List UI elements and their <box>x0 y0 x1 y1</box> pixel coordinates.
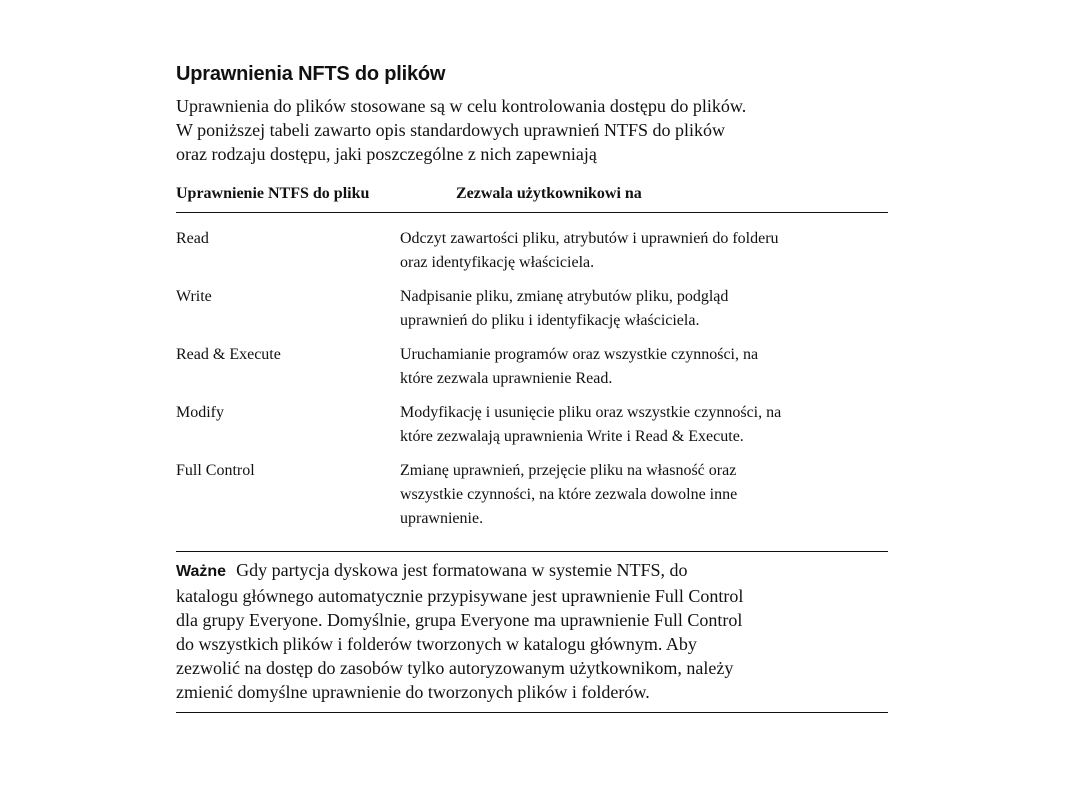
description-line: wszystkie czynności, na które zezwala dowolne inne <box>400 486 738 503</box>
intro-line: W poniższej tabeli zawarto opis standardowych uprawnień NTFS do plików <box>176 120 726 140</box>
note-line: do wszystkich plików i folderów tworzonych w katalogu głównym. Aby <box>176 634 697 654</box>
note-label: Ważne <box>176 563 227 580</box>
description-line: Odczyt zawartości pliku, atrybutów i uprawnień do folderu <box>400 230 779 247</box>
permissions-table-body <box>176 213 888 531</box>
permission-description <box>400 401 888 449</box>
page-title: Uprawnienia NFTS do plików <box>176 63 446 85</box>
table-row <box>176 227 888 275</box>
note-line: zezwolić na dostęp do zasobów tylko autoryzowanym użytkownikom, należy <box>176 658 734 678</box>
table-row <box>176 285 888 333</box>
description-line: Zmianę uprawnień, przejęcie pliku na własność oraz <box>400 462 737 479</box>
permission-description <box>400 285 888 333</box>
note-line: katalogu głównego automatycznie przypisywane jest uprawnienie Full Control <box>176 586 744 606</box>
table-header <box>176 184 888 213</box>
description-line: Nadpisanie pliku, zmianę atrybutów pliku, podgląd <box>400 288 729 305</box>
description-line: uprawnienie. <box>400 510 484 527</box>
description-line: Modyfikację i usunięcie pliku oraz wszystkie czynności, na <box>400 404 782 421</box>
description-line: które zezwalają uprawnienia Write i Read & Execute. <box>400 428 744 445</box>
permission-name: Read <box>176 230 209 247</box>
permission-name: Write <box>176 288 212 305</box>
description-line: oraz identyfikację właściciela. <box>400 254 595 271</box>
intro-line: oraz rodzaju dostępu, jaki poszczególne z nich zapewniają <box>176 144 597 164</box>
description-line: uprawnień do pliku i identyfikację właściciela. <box>400 312 700 329</box>
intro-paragraph <box>176 94 888 166</box>
permission-description <box>400 459 888 531</box>
permission-description <box>400 343 888 391</box>
intro-line: Uprawnienia do plików stosowane są w celu kontrolowania dostępu do plików. <box>176 96 747 116</box>
description-line: które zezwala uprawnienie Read. <box>400 370 613 387</box>
description-line: Uruchamianie programów oraz wszystkie czynności, na <box>400 346 759 363</box>
permission-name: Full Control <box>176 462 255 479</box>
table-row <box>176 401 888 449</box>
note-line: Gdy partycja dyskowa jest formatowana w systemie NTFS, do <box>236 560 688 580</box>
permission-name: Modify <box>176 404 224 421</box>
column-header-permission: Uprawnienie NTFS do pliku <box>176 185 370 202</box>
important-note <box>176 552 888 713</box>
permission-name: Read & Execute <box>176 346 281 363</box>
document-content <box>176 62 888 713</box>
permission-description <box>400 227 888 275</box>
note-line: zmienić domyślne uprawnienie do tworzonych plików i folderów. <box>176 682 650 702</box>
table-row <box>176 459 888 531</box>
column-header-allows: Zezwala użytkownikowi na <box>456 185 642 202</box>
table-row <box>176 343 888 391</box>
note-line: dla grupy Everyone. Domyślnie, grupa Everyone ma uprawnienie Full Control <box>176 610 743 630</box>
